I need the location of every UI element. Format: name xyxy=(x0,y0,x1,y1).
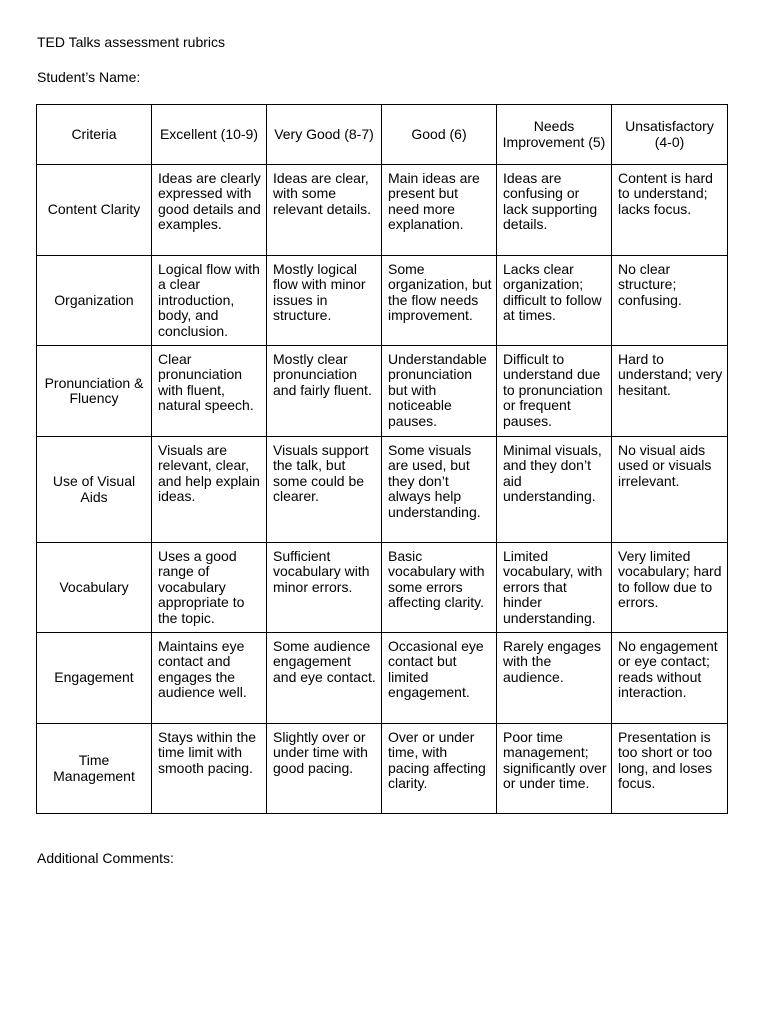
criterion-cell: Engagement xyxy=(37,633,152,724)
table-row xyxy=(37,165,728,256)
rubric-cell: Some organization, but the flow needs improvement. xyxy=(382,256,497,346)
rubric-cell: No visual aids used or visuals irrelevant. xyxy=(612,437,728,543)
rubric-cell: Uses a good range of vocabulary appropriate to the topic. xyxy=(152,543,267,633)
rubric-cell: Visuals are relevant, clear, and help explain ideas. xyxy=(152,437,267,543)
rubric-table xyxy=(36,104,728,814)
header-needs-improvement: Needs Improvement (5) xyxy=(497,105,612,165)
criterion-cell: Organization xyxy=(37,256,152,346)
rubric-cell: Over or under time, with pacing affecting clarity. xyxy=(382,724,497,814)
rubric-cell: Understandable pronunciation but with noticeable pauses. xyxy=(382,346,497,437)
rubric-cell: Stays within the time limit with smooth pacing. xyxy=(152,724,267,814)
rubric-cell: No clear structure; confusing. xyxy=(612,256,728,346)
table-row xyxy=(37,633,728,724)
rubric-cell: Clear pronunciation with fluent, natural speech. xyxy=(152,346,267,437)
table-row xyxy=(37,437,728,543)
rubric-cell: Maintains eye contact and engages the audience well. xyxy=(152,633,267,724)
criterion-cell: Time Management xyxy=(37,724,152,814)
rubric-cell: Some audience engagement and eye contact. xyxy=(267,633,382,724)
criterion-cell: Use of Visual Aids xyxy=(37,437,152,543)
rubric-cell: Limited vocabulary, with errors that hinder understanding. xyxy=(497,543,612,633)
rubric-cell: Slightly over or under time with good pacing. xyxy=(267,724,382,814)
table-row xyxy=(37,256,728,346)
additional-comments-label: Additional Comments: xyxy=(37,850,174,866)
student-name-label: Student’s Name: xyxy=(37,69,141,85)
criterion-cell: Vocabulary xyxy=(37,543,152,633)
rubric-cell: Minimal visuals, and they don’t aid understanding. xyxy=(497,437,612,543)
rubric-cell: Poor time management; significantly over or under time. xyxy=(497,724,612,814)
rubric-cell: Content is hard to understand; lacks focus. xyxy=(612,165,728,256)
header-good: Good (6) xyxy=(382,105,497,165)
criterion-cell: Content Clarity xyxy=(37,165,152,256)
rubric-cell: Very limited vocabulary; hard to follow due to errors. xyxy=(612,543,728,633)
rubric-cell: Basic vocabulary with some errors affecting clarity. xyxy=(382,543,497,633)
rubric-cell: Ideas are clearly expressed with good details and examples. xyxy=(152,165,267,256)
rubric-cell: Lacks clear organization; difficult to follow at times. xyxy=(497,256,612,346)
rubric-cell: Rarely engages with the audience. xyxy=(497,633,612,724)
rubric-cell: Ideas are confusing or lack supporting details. xyxy=(497,165,612,256)
header-criteria: Criteria xyxy=(37,105,152,165)
rubric-cell: Presentation is too short or too long, and loses focus. xyxy=(612,724,728,814)
table-row xyxy=(37,543,728,633)
rubric-cell: Difficult to understand due to pronunciation or frequent pauses. xyxy=(497,346,612,437)
criterion-cell: Pronunciation & Fluency xyxy=(37,346,152,437)
rubric-cell: Logical flow with a clear introduction, body, and conclusion. xyxy=(152,256,267,346)
rubric-cell: Sufficient vocabulary with minor errors. xyxy=(267,543,382,633)
rubric-cell: Some visuals are used, but they don’t always help understanding. xyxy=(382,437,497,543)
rubric-cell: Visuals support the talk, but some could be clearer. xyxy=(267,437,382,543)
rubric-cell: No engagement or eye contact; reads without interaction. xyxy=(612,633,728,724)
rubric-cell: Occasional eye contact but limited engagement. xyxy=(382,633,497,724)
table-row xyxy=(37,346,728,437)
rubric-cell: Mostly clear pronunciation and fairly fluent. xyxy=(267,346,382,437)
header-unsatisfactory: Unsatisfactory (4-0) xyxy=(612,105,728,165)
rubric-cell: Ideas are clear, with some relevant details. xyxy=(267,165,382,256)
rubric-cell: Main ideas are present but need more explanation. xyxy=(382,165,497,256)
table-row xyxy=(37,724,728,814)
table-header-row xyxy=(37,105,728,165)
header-excellent: Excellent (10-9) xyxy=(152,105,267,165)
rubric-cell: Hard to understand; very hesitant. xyxy=(612,346,728,437)
rubric-cell: Mostly logical flow with minor issues in structure. xyxy=(267,256,382,346)
header-very-good: Very Good (8-7) xyxy=(267,105,382,165)
document-title: TED Talks assessment rubrics xyxy=(37,34,226,50)
